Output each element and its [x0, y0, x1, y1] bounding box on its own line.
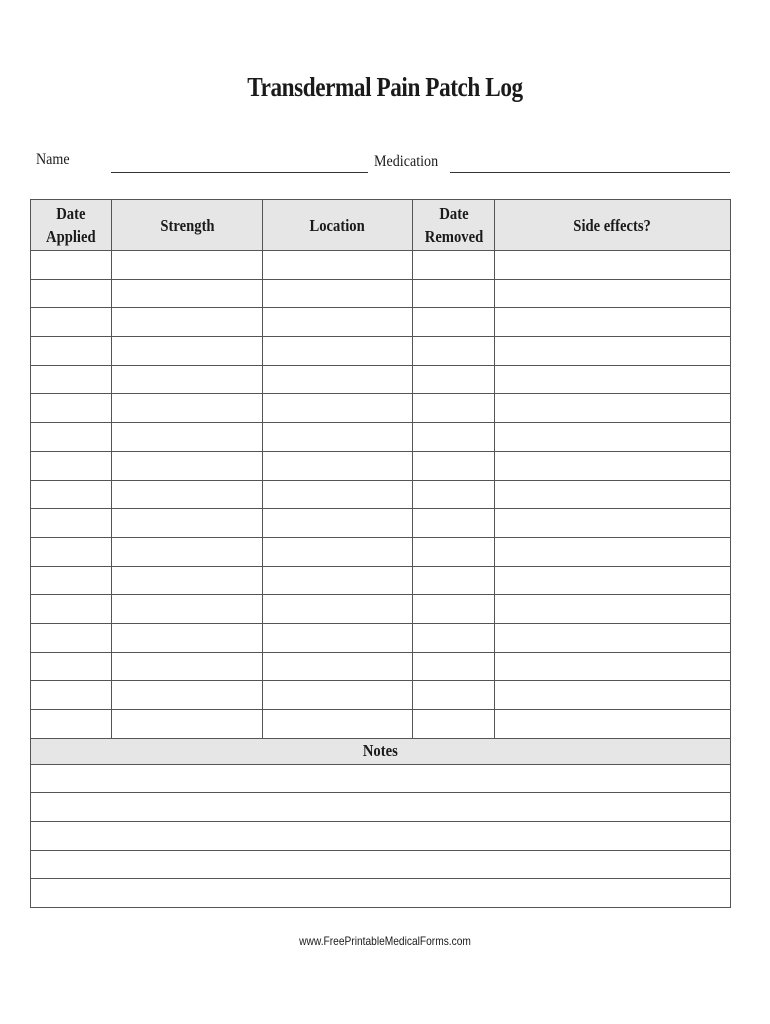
table-cell[interactable] [112, 509, 263, 538]
table-cell[interactable] [112, 537, 263, 566]
notes-row [31, 850, 731, 879]
table-cell[interactable] [31, 623, 112, 652]
table-cell[interactable] [112, 710, 263, 739]
table-row [31, 423, 731, 452]
table-cell[interactable] [112, 652, 263, 681]
table-cell[interactable] [413, 623, 495, 652]
table-cell[interactable] [31, 566, 112, 595]
table-cell[interactable] [495, 308, 731, 337]
table-cell[interactable] [263, 566, 413, 595]
table-cell[interactable] [263, 451, 413, 480]
table-cell[interactable] [413, 394, 495, 423]
table-cell[interactable] [112, 337, 263, 366]
table-cell[interactable] [263, 308, 413, 337]
table-cell[interactable] [112, 365, 263, 394]
table-cell[interactable] [495, 537, 731, 566]
table-cell[interactable] [495, 509, 731, 538]
table-cell[interactable] [31, 279, 112, 308]
table-cell[interactable] [112, 595, 263, 624]
table-cell[interactable] [112, 394, 263, 423]
table-cell[interactable] [495, 652, 731, 681]
header-date-removed: Date Removed [413, 200, 495, 251]
table-cell[interactable] [263, 537, 413, 566]
table-cell[interactable] [112, 251, 263, 280]
table-cell[interactable] [31, 423, 112, 452]
table-cell[interactable] [413, 337, 495, 366]
header-strength: Strength [112, 200, 263, 251]
table-cell[interactable] [263, 365, 413, 394]
table-row [31, 365, 731, 394]
table-cell[interactable] [31, 394, 112, 423]
table-row [31, 451, 731, 480]
table-cell[interactable] [413, 279, 495, 308]
table-cell[interactable] [495, 423, 731, 452]
table-cell[interactable] [413, 451, 495, 480]
table-cell[interactable] [495, 337, 731, 366]
table-cell[interactable] [263, 480, 413, 509]
table-cell[interactable] [112, 308, 263, 337]
table-row [31, 337, 731, 366]
table-cell[interactable] [413, 251, 495, 280]
notes-line[interactable] [31, 764, 731, 793]
table-cell[interactable] [31, 595, 112, 624]
table-row [31, 710, 731, 739]
patch-log-table [30, 199, 731, 908]
notes-heading: Notes [31, 738, 731, 764]
table-cell[interactable] [263, 337, 413, 366]
table-cell[interactable] [413, 595, 495, 624]
notes-header-row [31, 738, 731, 764]
table-cell[interactable] [495, 451, 731, 480]
header-location: Location [263, 200, 413, 251]
table-cell[interactable] [263, 595, 413, 624]
table-cell[interactable] [31, 451, 112, 480]
table-row [31, 652, 731, 681]
table-body [31, 251, 731, 739]
table-row [31, 308, 731, 337]
table-row [31, 279, 731, 308]
notes-line[interactable] [31, 793, 731, 822]
table-cell[interactable] [31, 681, 112, 710]
table-cell[interactable] [495, 681, 731, 710]
table-row [31, 394, 731, 423]
table-row [31, 509, 731, 538]
table-cell[interactable] [31, 710, 112, 739]
table-cell[interactable] [263, 623, 413, 652]
table-cell[interactable] [413, 681, 495, 710]
table-cell[interactable] [263, 681, 413, 710]
notes-row [31, 879, 731, 908]
notes-line[interactable] [31, 879, 731, 908]
table-cell[interactable] [31, 337, 112, 366]
table-cell[interactable] [495, 480, 731, 509]
table-cell[interactable] [413, 365, 495, 394]
footer-url: www.FreePrintableMedicalForms.com [299, 934, 471, 948]
table-cell[interactable] [495, 365, 731, 394]
table-cell[interactable] [495, 710, 731, 739]
table-row [31, 595, 731, 624]
table-cell[interactable] [413, 509, 495, 538]
notes-line[interactable] [31, 850, 731, 879]
table-cell[interactable] [31, 308, 112, 337]
table-cell[interactable] [112, 451, 263, 480]
table-row [31, 566, 731, 595]
table-cell[interactable] [413, 423, 495, 452]
table-cell[interactable] [31, 537, 112, 566]
notes-row [31, 764, 731, 793]
table-cell[interactable] [495, 595, 731, 624]
table-header-row [31, 200, 731, 251]
table-cell[interactable] [112, 480, 263, 509]
medication-label: Medication [374, 153, 439, 170]
page-title: Transdermal Pain Patch Log [247, 72, 523, 102]
table-cell[interactable] [495, 279, 731, 308]
header-date-applied: Date Applied [31, 200, 112, 251]
table-cell[interactable] [413, 308, 495, 337]
medication-field-line[interactable] [450, 172, 730, 173]
table-cell[interactable] [413, 537, 495, 566]
table-cell[interactable] [31, 365, 112, 394]
table-cell[interactable] [263, 423, 413, 452]
table-cell[interactable] [413, 566, 495, 595]
notes-row [31, 822, 731, 851]
table-cell[interactable] [495, 394, 731, 423]
table-cell[interactable] [495, 566, 731, 595]
table-row [31, 681, 731, 710]
table-cell[interactable] [495, 251, 731, 280]
table-cell[interactable] [112, 566, 263, 595]
name-label: Name [36, 151, 70, 168]
header-side-effects: Side effects? [495, 200, 731, 251]
table-cell[interactable] [413, 480, 495, 509]
table-cell[interactable] [495, 623, 731, 652]
table-cell[interactable] [31, 251, 112, 280]
table-cell[interactable] [31, 652, 112, 681]
table-cell[interactable] [112, 623, 263, 652]
table-cell[interactable] [31, 509, 112, 538]
table-cell[interactable] [413, 652, 495, 681]
table-cell[interactable] [31, 480, 112, 509]
table-cell[interactable] [263, 652, 413, 681]
table-cell[interactable] [263, 509, 413, 538]
table-cell[interactable] [413, 710, 495, 739]
table-cell[interactable] [263, 251, 413, 280]
table-row [31, 480, 731, 509]
table-cell[interactable] [112, 681, 263, 710]
notes-section [31, 738, 731, 907]
table-cell[interactable] [112, 279, 263, 308]
table-cell[interactable] [112, 423, 263, 452]
table-cell[interactable] [263, 710, 413, 739]
notes-line[interactable] [31, 822, 731, 851]
table-cell[interactable] [263, 394, 413, 423]
name-field-line[interactable] [111, 172, 368, 173]
table-cell[interactable] [263, 279, 413, 308]
notes-row [31, 793, 731, 822]
table-row [31, 537, 731, 566]
table-row [31, 251, 731, 280]
table-row [31, 623, 731, 652]
